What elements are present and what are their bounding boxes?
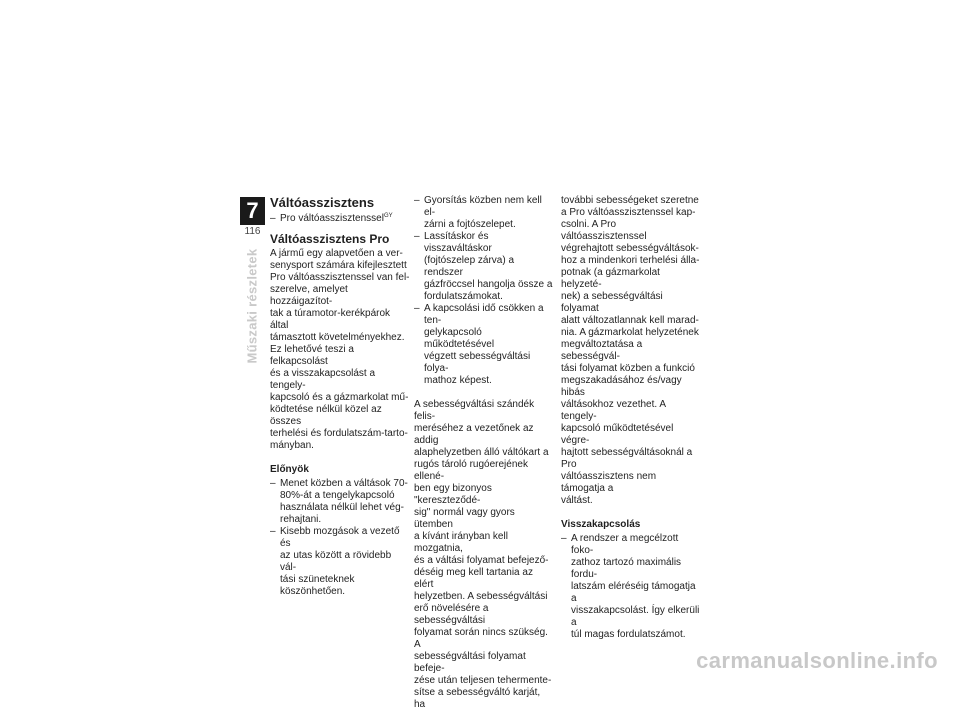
list-item: – A rendszer a megcélzott foko- zathoz tartozó maximális fordu- latszám eléréséig támogatja a visszakapcsolást. Így elkerüli a túl magas fordulatszámot. — [561, 533, 701, 641]
list-item: – A kapcsolási idő csökken a ten- gelykapcsoló működtetésével végzett sebességváltási folya- mathoz képest. — [414, 303, 554, 387]
paragraph: további sebességeket szeretne a Pro váltóasszisztenssel kap- csolni. A Pro váltóasszisztenssel végrehajtott sebességváltások- hoz a mindenkori terhelési álla- potnak (a gázmarkolat helyzeté- nek) a sebességváltási folyamat alatt változatlannak kell marad- nia. A gázmarkolat helyzetének megváltoztatása a sebességvál- tási folyamat közben a funkció megszakadásához és/vagy hibás váltásokhoz vezethet. A tengely- kapcsoló működtetésével végre- hajtott sebességváltásoknál a Pro váltóasszisztens nem támogatja a váltást. — [561, 195, 700, 506]
list-item — [270, 213, 410, 225]
advantages-list-continued — [414, 195, 554, 387]
text-column-1 — [270, 195, 410, 598]
paragraph: Ez lehetővé teszi a felkapcsolást és a visszakapcsolást a tengely- kapcsoló és a gázmarkolat mű- ködtetése nélkül közel az összes terhelési és fordulatszám-tarto- mányban. — [270, 344, 409, 451]
paragraph: A jármű egy alapvetően a ver- senysport számára kifejlesztett Pro váltóasszisztenssel van fel- szerelve, amelyet hozzáigazítot- tak a túramotor-kerékpárok által támasztott követelményekhez. — [270, 248, 410, 343]
advantages-list — [270, 478, 410, 598]
section-heading: Váltóasszisztens — [270, 195, 375, 210]
intro-item-text: Pro váltóasszisztenssel — [280, 213, 384, 224]
list-item: – Gyorsítás közben nem kell el- zárni a fojtószelepet. — [414, 195, 554, 231]
page-number: 116 — [244, 226, 261, 237]
intro-list — [270, 213, 410, 225]
list-item: – Lassításkor és visszaváltáskor (fojtószelep zárva) a rendszer gázfröccsel hangolja össze a fordulatszámokat. — [414, 231, 554, 303]
advantages-heading: Előnyök — [270, 464, 309, 475]
watermark-text: carmanualsonline.info — [696, 648, 938, 673]
paragraph: A sebességváltási szándék felis- meréséhez a vezetőnek az addig alaphelyzetben álló váltókart a rugós tároló rugóerejének ellené- ben egy bizonyos "kereszteződé- sig" normál vagy gyors ütemben a kívánt irányban kell mozgatnia, és a váltási folyamat befejező- déséig meg kell tartania az elért helyzetben. A sebességváltási erő növelésére a sebességváltási folyamat során nincs szükség. A sebességváltási folyamat befeje- zése után teljesen tehermente- sítse a sebességváltó karját, ha — [414, 399, 552, 710]
text-column-2 — [414, 195, 554, 721]
list-item: – Menet közben a váltások 70- 80%-át a tengelykapcsoló használata nélkül lehet vég- rehajtani. — [270, 478, 410, 526]
subsection-heading: Visszakapcsolás — [561, 519, 641, 530]
chapter-number-tab: 7 — [240, 197, 265, 225]
text-column-3 — [561, 195, 701, 641]
section-side-label: Műszaki részletek — [244, 248, 260, 364]
equipment-code: GY — [383, 213, 393, 219]
subsection-heading: Váltóasszisztens Pro — [270, 232, 390, 246]
list-item: – Kisebb mozgások a vezető és az utas között a rövidebb vál- tási szüneteknek köszönhetően. — [270, 526, 410, 598]
downshift-list — [561, 533, 701, 641]
